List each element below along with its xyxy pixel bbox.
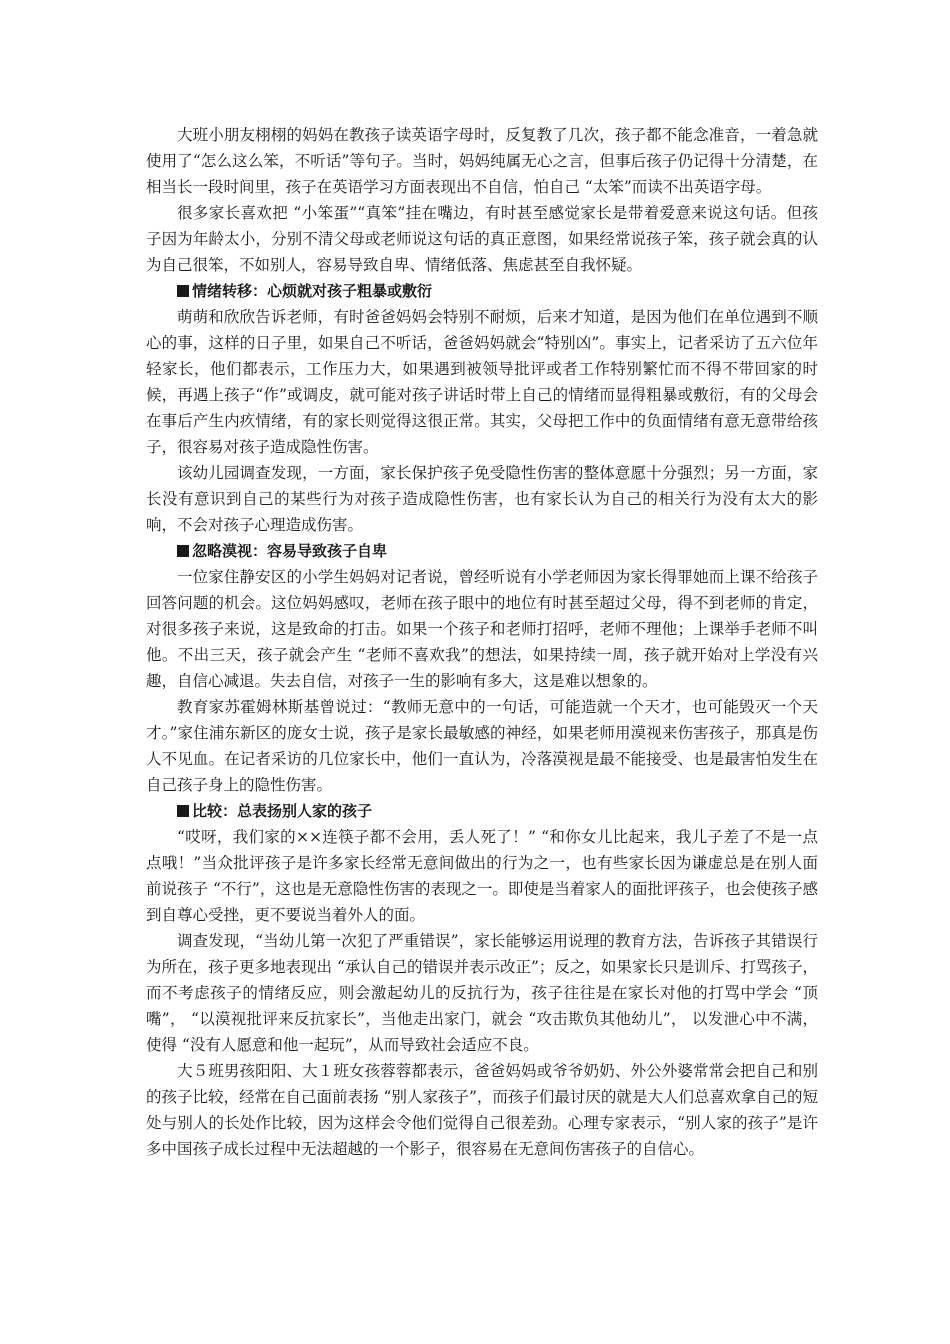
section-heading — [146, 798, 818, 824]
paragraph: 大５班男孩阳阳、大１班女孩蓉蓉都表示，爸爸妈妈或爷爷奶奶、外公外婆常常会把自己和别的孩子比较，经常在自己面前表扬 “别人家孩子”，而孩子们最讨厌的就是大人们总喜欢拿自己的短处与别人的长处作比较，因为这样会令他们觉得自己很差劲。心理专家表示，“别人家的孩子”是许多中国孩子成长过程中无法超越的一个影子，很容易在无意间伤害孩子的自信心。 — [146, 1062, 818, 1158]
section-heading-text: 情绪转移：心烦就对孩子粗暴或敷衍 — [192, 282, 433, 300]
section-heading-text: 忽略漠视：容易导致孩子自卑 — [192, 542, 388, 560]
paragraph: 大班小朋友栩栩的妈妈在教孩子读英语字母时，反复教了几次，孩子都不能念准音，一着急就使用了“怎么这么笨，不听话”等句子。当时，妈妈纯属无心之言，但事后孩子仍记得十分清楚，在相当长一段时间里，孩子在英语学习方面表现出不自信，怕自己 “太笨”而读不出英语字母。 — [146, 126, 818, 196]
section-heading-text: 比较：总表扬别人家的孩子 — [192, 802, 373, 820]
paragraph: 该幼儿园调查发现，一方面，家长保护孩子免受隐性伤害的整体意愿十分强烈；另一方面，家长没有意识到自己的某些行为对孩子造成隐性伤害，也有家长认为自己的相关行为没有太大的影响，不会对孩子心理造成伤害。 — [146, 464, 818, 534]
paragraph: 一位家住静安区的小学生妈妈对记者说，曾经听说有小学老师因为家长得罪她而上课不给孩子回答问题的机会。这位妈妈感叹，老师在孩子眼中的地位有时甚至超过父母，得不到老师的肯定，对很多孩子来说，这是致命的打击。如果一个孩子和老师打招呼，老师不理他；上课举手老师不叫他。不出三天，孩子就会产生 “老师不喜欢我”的想法，如果持续一周，孩子就开始对上学没有兴趣，自信心减退。失去自信，对孩子一生的影响有多大，这是难以想象的。 — [146, 568, 818, 690]
paragraph: 很多家长喜欢把 “小笨蛋”“真笨”挂在嘴边，有时甚至感觉家长是带着爱意来说这句话。但孩子因为年龄太小，分别不清父母或老师说这句话的真正意图，如果经常说孩子笨，孩子就会真的认为自己很笨，不如别人，容易导致自卑、情绪低落、焦虑甚至自我怀疑。 — [146, 204, 818, 274]
paragraph: “哎呀，我们家的××连筷子都不会用，丢人死了！” “和你女儿比起来，我儿子差了不是一点点哦！”当众批评孩子是许多家长经常无意间做出的行为之一，也有些家长因为谦虚总是在别人面前说孩子 “不行”，这也是无意隐性伤害的表现之一。即使是当着家人的面批评孩子，也会使孩子感到自尊心受挫，更不要说当着外人的面。 — [146, 828, 818, 924]
paragraph: 教育家苏霍姆林斯基曾说过：“教师无意中的一句话，可能造就一个天才，也可能毁灭一个天才。”家住浦东新区的庞女士说，孩子是家长最敏感的神经，如果老师用漠视来伤害孩子，那真是伤人不见血。在记者采访的几位家长中，他们一直认为，冷落漠视是最不能接受、也是最害怕发生在自己孩子身上的隐性伤害。 — [146, 698, 818, 794]
square-bullet-icon — [177, 545, 189, 557]
section-heading — [146, 538, 818, 564]
document-body — [146, 122, 818, 1162]
square-bullet-icon — [177, 805, 189, 817]
paragraph: 调查发现，“当幼儿第一次犯了严重错误”，家长能够运用说理的教育方法，告诉孩子其错误行为所在，孩子更多地表现出 “承认自己的错误并表示改正”；反之，如果家长只是训斥、打骂孩子，而不考虑孩子的情绪反应，则会激起幼儿的反抗行为，孩子往往是在家长对他的打骂中学会 “顶嘴”， “以漠视批评来反抗家长”，当他走出家门，就会 “攻击欺负其他幼儿”， 以发泄心中不满，使得 “没有人愿意和他一起玩”，从而导致社会适应不良。 — [146, 932, 818, 1054]
section-heading — [146, 278, 818, 304]
square-bullet-icon — [177, 285, 189, 297]
paragraph: 萌萌和欣欣告诉老师，有时爸爸妈妈会特别不耐烦，后来才知道，是因为他们在单位遇到不顺心的事，这样的日子里，如果自己不听话，爸爸妈妈就会“特别凶”。事实上，记者采访了五六位年轻家长，他们都表示，工作压力大，如果遇到被领导批评或者工作特别繁忙而不得不带回家的时候，再遇上孩子“作”或调皮，就可能对孩子讲话时带上自己的情绪而显得粗暴或敷衍，有的父母会在事后产生内疚情绪，有的家长则觉得这很正常。其实，父母把工作中的负面情绪有意无意带给孩子，很容易对孩子造成隐性伤害。 — [146, 308, 818, 456]
